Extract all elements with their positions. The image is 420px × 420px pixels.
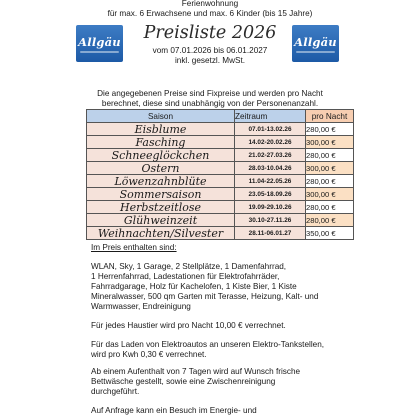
intro-line-1: Die angegebenen Preise sind Fixpreise und werden pro Nacht — [97, 89, 323, 98]
page-title: Preisliste 2026 — [143, 23, 277, 43]
header-season: Saison — [87, 110, 235, 123]
price-cell: 300,00 € — [306, 188, 354, 201]
price-row — [87, 175, 354, 188]
header-line-1: Ferienwohnung — [181, 0, 239, 8]
period-cell: 30.10-27.11.26 — [235, 214, 306, 227]
long-stay-note: durchgeführt. — [91, 387, 140, 396]
header-price: pro Nacht — [306, 110, 354, 123]
period-cell: 11.04-22.05.26 — [235, 175, 306, 188]
included-line: 1 Herrenfahrrad, Ladestationen für Elektrofahrräder, — [91, 272, 280, 281]
ev-charging-note: Für das Laden von Elektroautos an unseren Elektro-Tankstellen, — [91, 340, 325, 349]
price-row — [87, 227, 354, 240]
included-heading: Im Preis enthalten sind: — [91, 243, 177, 252]
price-cell: 280,00 € — [306, 175, 354, 188]
ev-charging-note: wird pro Kwh 0,30 € verrechnet. — [91, 350, 207, 359]
included-line: Fahrradgarage, Holz für Kachelofen, 1 Kiste Bier, 1 Kiste — [91, 282, 297, 291]
season-cell: Eisblume — [87, 123, 235, 136]
period-cell: 14.02-20.02.26 — [235, 136, 306, 149]
season-cell: Weihnachten/Silvester — [87, 227, 235, 240]
price-cell: 280,00 € — [306, 214, 354, 227]
price-cell: 280,00 € — [306, 123, 354, 136]
price-row — [87, 162, 354, 175]
pet-fee-note: Für jedes Haustier wird pro Nacht 10,00 € verrechnet. — [91, 321, 286, 330]
price-cell: 280,00 € — [306, 201, 354, 214]
season-cell: Fasching — [87, 136, 235, 149]
period-cell: 19.09-29.10.26 — [235, 201, 306, 214]
included-line: WLAN, Sky, 1 Garage, 2 Stellplätze, 1 Damenfahrrad, — [91, 262, 287, 271]
price-row — [87, 149, 354, 162]
price-row — [87, 123, 354, 136]
header-period: Zeitraum — [235, 110, 306, 123]
intro-line-2: berechnet, diese sind unabhängig von der Personenanzahl. — [101, 99, 319, 108]
season-cell: Löwenzahnblüte — [87, 175, 235, 188]
vat-note: inkl. gesetzl. MwSt. — [174, 56, 246, 65]
price-table — [86, 109, 354, 240]
season-cell: Herbstzeitlose — [87, 201, 235, 214]
season-cell: Ostern — [87, 162, 235, 175]
period-cell: 28.11-06.01.27 — [235, 227, 306, 240]
price-cell: 280,00 € — [306, 149, 354, 162]
price-row — [87, 201, 354, 214]
long-stay-note: Ab einem Aufenthalt von 7 Tagen wird auf Wunsch frische — [91, 367, 301, 376]
period-cell: 21.02-27.03.26 — [235, 149, 306, 162]
request-note: Auf Anfrage kann ein Besuch im Energie- und — [91, 406, 257, 415]
price-cell: 300,00 € — [306, 136, 354, 149]
season-cell: Sommersaison — [87, 188, 235, 201]
period-cell: 07.01-13.02.26 — [235, 123, 306, 136]
price-cell: 350,00 € — [306, 227, 354, 240]
logo-text: Allgäu — [78, 35, 121, 49]
season-cell: Schneeglöckchen — [87, 149, 235, 162]
price-table-header — [87, 110, 354, 123]
price-row — [87, 188, 354, 201]
validity-period: vom 07.01.2026 bis 06.01.2027 — [152, 46, 268, 55]
price-row — [87, 136, 354, 149]
season-cell: Glühweinzeit — [87, 214, 235, 227]
price-cell: 300,00 € — [306, 162, 354, 175]
logo-text: Allgäu — [294, 35, 337, 49]
included-line: Warmwasser, Endreinigung — [91, 302, 191, 311]
price-row — [87, 214, 354, 227]
period-cell: 28.03-10.04.26 — [235, 162, 306, 175]
header-line-2: für max. 6 Erwachsene und max. 6 Kinder (bis 15 Jahre) — [107, 9, 313, 18]
included-line: Mineralwasser, 500 qm Garten mit Terasse, Heizung, Kalt- und — [91, 292, 319, 301]
period-cell: 23.05-18.09.26 — [235, 188, 306, 201]
long-stay-note: Bettwäsche gestellt, sowie eine Zwischenreinigung — [91, 377, 276, 386]
